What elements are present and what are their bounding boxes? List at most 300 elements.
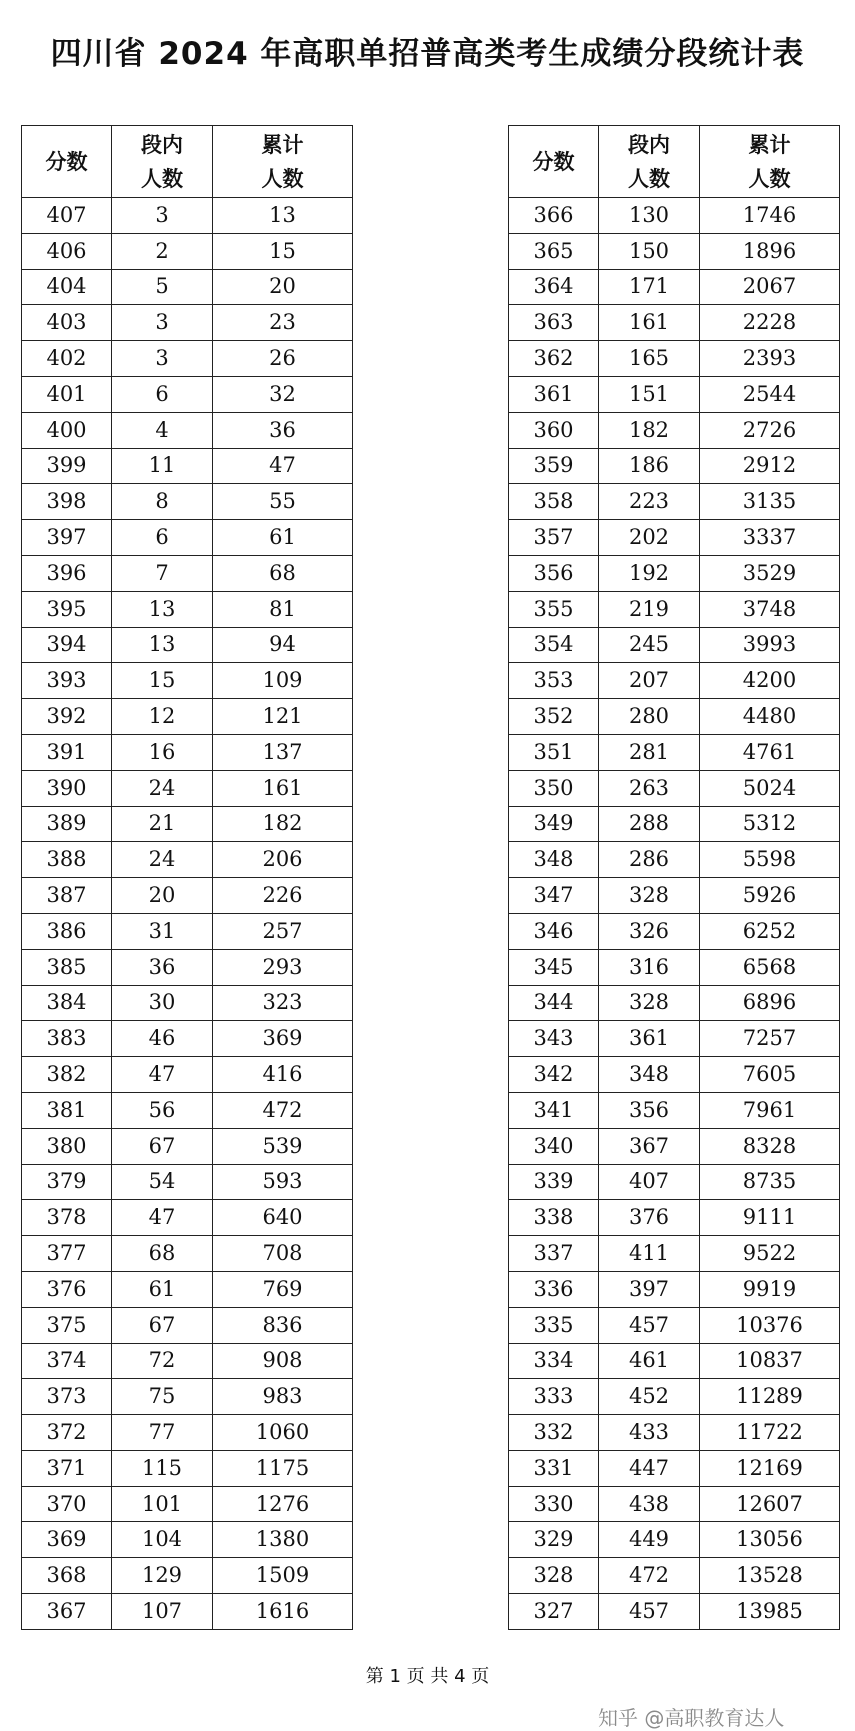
segment-count-cell: 438: [599, 1486, 700, 1522]
score-cell: 333: [509, 1379, 599, 1415]
score-cell: 336: [509, 1271, 599, 1307]
score-cell: 368: [22, 1558, 112, 1594]
cumulative-count-cell: 13: [213, 198, 353, 234]
score-cell: 345: [509, 949, 599, 985]
cumulative-count-cell: 6252: [700, 913, 840, 949]
score-cell: 370: [22, 1486, 112, 1522]
segment-count-cell: 447: [599, 1450, 700, 1486]
score-cell: 362: [509, 341, 599, 377]
score-cell: 328: [509, 1558, 599, 1594]
score-cell: 395: [22, 591, 112, 627]
cumulative-count-cell: 2067: [700, 269, 840, 305]
cumulative-count-cell: 1746: [700, 198, 840, 234]
segment-count-cell: 107: [112, 1594, 213, 1630]
segment-count-cell: 129: [112, 1558, 213, 1594]
cumulative-count-cell: 10837: [700, 1343, 840, 1379]
table-row: [509, 1164, 840, 1200]
segment-count-cell: 61: [112, 1271, 213, 1307]
segment-count-cell: 288: [599, 806, 700, 842]
cumulative-count-cell: 323: [213, 985, 353, 1021]
segment-count-cell: 4: [112, 412, 213, 448]
score-cell: 399: [22, 448, 112, 484]
cumulative-count-cell: 206: [213, 842, 353, 878]
score-cell: 342: [509, 1057, 599, 1093]
table-row: [509, 1271, 840, 1307]
cumulative-count-cell: 1616: [213, 1594, 353, 1630]
cumulative-count-cell: 5926: [700, 878, 840, 914]
segment-count-cell: 397: [599, 1271, 700, 1307]
watermark: 知乎 @高职教育达人: [598, 1706, 785, 1730]
segment-count-cell: 348: [599, 1057, 700, 1093]
cumulative-count-cell: 908: [213, 1343, 353, 1379]
segment-count-cell: 56: [112, 1092, 213, 1128]
header-segment-count: [599, 126, 700, 198]
table-row: [509, 412, 840, 448]
cumulative-count-cell: 36: [213, 412, 353, 448]
score-cell: 367: [22, 1594, 112, 1630]
segment-count-cell: 245: [599, 627, 700, 663]
segment-count-cell: 316: [599, 949, 700, 985]
segment-count-cell: 3: [112, 305, 213, 341]
score-cell: 351: [509, 734, 599, 770]
score-table-right: [508, 125, 840, 1630]
header-score: 分数: [22, 126, 112, 198]
cumulative-count-cell: 7257: [700, 1021, 840, 1057]
score-cell: 396: [22, 555, 112, 591]
segment-count-cell: 461: [599, 1343, 700, 1379]
score-cell: 406: [22, 233, 112, 269]
score-cell: 386: [22, 913, 112, 949]
segment-count-cell: 77: [112, 1415, 213, 1451]
segment-count-cell: 30: [112, 985, 213, 1021]
cumulative-count-cell: 5024: [700, 770, 840, 806]
segment-count-cell: 31: [112, 913, 213, 949]
cumulative-count-cell: 61: [213, 520, 353, 556]
score-cell: 402: [22, 341, 112, 377]
cumulative-count-cell: 257: [213, 913, 353, 949]
segment-count-cell: 472: [599, 1558, 700, 1594]
cumulative-count-cell: 2544: [700, 376, 840, 412]
score-cell: 330: [509, 1486, 599, 1522]
cumulative-count-cell: 12169: [700, 1450, 840, 1486]
segment-count-cell: 281: [599, 734, 700, 770]
table-row: [22, 1379, 353, 1415]
table-row: [509, 305, 840, 341]
cumulative-count-cell: 137: [213, 734, 353, 770]
table-row: [22, 305, 353, 341]
score-cell: 369: [22, 1522, 112, 1558]
score-cell: 350: [509, 770, 599, 806]
cumulative-count-cell: 6568: [700, 949, 840, 985]
table-row: [22, 663, 353, 699]
table-row: [22, 1522, 353, 1558]
table-row: [22, 1021, 353, 1057]
cumulative-count-cell: 1380: [213, 1522, 353, 1558]
page-title: 四川省 2024 年高职单招普高类考生成绩分段统计表: [50, 36, 805, 72]
table-row: [509, 663, 840, 699]
table-row: [509, 985, 840, 1021]
score-cell: 393: [22, 663, 112, 699]
table-row: [22, 1236, 353, 1272]
score-table-left: [21, 125, 353, 1630]
score-cell: 389: [22, 806, 112, 842]
score-cell: 377: [22, 1236, 112, 1272]
cumulative-count-cell: 55: [213, 484, 353, 520]
page-footer: 第 1 页 共 4 页: [365, 1666, 490, 1687]
segment-count-cell: 328: [599, 878, 700, 914]
cumulative-count-cell: 640: [213, 1200, 353, 1236]
table-row: [22, 985, 353, 1021]
score-cell: 331: [509, 1450, 599, 1486]
cumulative-count-cell: 9919: [700, 1271, 840, 1307]
segment-count-cell: 182: [599, 412, 700, 448]
table-row: [509, 1594, 840, 1630]
cumulative-count-cell: 47: [213, 448, 353, 484]
score-cell: 363: [509, 305, 599, 341]
score-cell: 364: [509, 269, 599, 305]
header-score: 分数: [509, 126, 599, 198]
segment-count-cell: 5: [112, 269, 213, 305]
segment-count-cell: 186: [599, 448, 700, 484]
left-table-body: [22, 198, 353, 1630]
table-row: [509, 1415, 840, 1451]
table-row: [22, 913, 353, 949]
segment-count-cell: 452: [599, 1379, 700, 1415]
score-cell: 334: [509, 1343, 599, 1379]
header-segment-label: 段内 人数: [141, 132, 183, 191]
segment-count-cell: 20: [112, 878, 213, 914]
segment-count-cell: 47: [112, 1057, 213, 1093]
score-cell: 359: [509, 448, 599, 484]
segment-count-cell: 150: [599, 233, 700, 269]
table-row: [22, 842, 353, 878]
segment-count-cell: 151: [599, 376, 700, 412]
score-cell: 403: [22, 305, 112, 341]
cumulative-count-cell: 12607: [700, 1486, 840, 1522]
score-cell: 360: [509, 412, 599, 448]
score-cell: 332: [509, 1415, 599, 1451]
segment-count-cell: 202: [599, 520, 700, 556]
score-cell: 382: [22, 1057, 112, 1093]
segment-count-cell: 104: [112, 1522, 213, 1558]
cumulative-count-cell: 836: [213, 1307, 353, 1343]
score-cell: 404: [22, 269, 112, 305]
table-row: [22, 269, 353, 305]
score-cell: 401: [22, 376, 112, 412]
table-row: [509, 1379, 840, 1415]
score-cell: 381: [22, 1092, 112, 1128]
table-row: [509, 1486, 840, 1522]
table-row: [22, 878, 353, 914]
cumulative-count-cell: 23: [213, 305, 353, 341]
table-row: [509, 233, 840, 269]
segment-count-cell: 457: [599, 1594, 700, 1630]
score-cell: 366: [509, 198, 599, 234]
table-row: [22, 484, 353, 520]
segment-count-cell: 21: [112, 806, 213, 842]
score-cell: 343: [509, 1021, 599, 1057]
segment-count-cell: 328: [599, 985, 700, 1021]
cumulative-count-cell: 81: [213, 591, 353, 627]
table-row: [22, 555, 353, 591]
cumulative-count-cell: 1509: [213, 1558, 353, 1594]
score-cell: 357: [509, 520, 599, 556]
table-row: [509, 949, 840, 985]
score-cell: 347: [509, 878, 599, 914]
cumulative-count-cell: 9111: [700, 1200, 840, 1236]
table-row: [22, 699, 353, 735]
cumulative-count-cell: 293: [213, 949, 353, 985]
score-cell: 335: [509, 1307, 599, 1343]
cumulative-count-cell: 4761: [700, 734, 840, 770]
table-row: [509, 878, 840, 914]
segment-count-cell: 46: [112, 1021, 213, 1057]
segment-count-cell: 13: [112, 591, 213, 627]
right-table-body: [509, 198, 840, 1630]
score-cell: 379: [22, 1164, 112, 1200]
segment-count-cell: 67: [112, 1128, 213, 1164]
cumulative-count-cell: 109: [213, 663, 353, 699]
score-cell: 329: [509, 1522, 599, 1558]
segment-count-cell: 367: [599, 1128, 700, 1164]
cumulative-count-cell: 32: [213, 376, 353, 412]
cumulative-count-cell: 121: [213, 699, 353, 735]
score-cell: 337: [509, 1236, 599, 1272]
cumulative-count-cell: 26: [213, 341, 353, 377]
score-cell: 327: [509, 1594, 599, 1630]
score-cell: 394: [22, 627, 112, 663]
segment-count-cell: 171: [599, 269, 700, 305]
table-row: [22, 1092, 353, 1128]
score-cell: 344: [509, 985, 599, 1021]
cumulative-count-cell: 11289: [700, 1379, 840, 1415]
cumulative-count-cell: 1276: [213, 1486, 353, 1522]
table-header-row: [509, 126, 840, 198]
score-cell: 341: [509, 1092, 599, 1128]
segment-count-cell: 376: [599, 1200, 700, 1236]
segment-count-cell: 12: [112, 699, 213, 735]
segment-count-cell: 24: [112, 842, 213, 878]
cumulative-count-cell: 2912: [700, 448, 840, 484]
cumulative-count-cell: 6896: [700, 985, 840, 1021]
segment-count-cell: 3: [112, 341, 213, 377]
cumulative-count-cell: 5312: [700, 806, 840, 842]
table-row: [509, 198, 840, 234]
table-row: [509, 806, 840, 842]
table-row: [509, 341, 840, 377]
score-cell: 390: [22, 770, 112, 806]
header-segment-count: [112, 126, 213, 198]
segment-count-cell: 24: [112, 770, 213, 806]
segment-count-cell: 361: [599, 1021, 700, 1057]
cumulative-count-cell: 3748: [700, 591, 840, 627]
score-cell: 356: [509, 555, 599, 591]
cumulative-count-cell: 708: [213, 1236, 353, 1272]
score-cell: 385: [22, 949, 112, 985]
cumulative-count-cell: 369: [213, 1021, 353, 1057]
segment-count-cell: 6: [112, 520, 213, 556]
segment-count-cell: 72: [112, 1343, 213, 1379]
cumulative-count-cell: 8735: [700, 1164, 840, 1200]
segment-count-cell: 130: [599, 198, 700, 234]
score-cell: 358: [509, 484, 599, 520]
cumulative-count-cell: 593: [213, 1164, 353, 1200]
table-row: [22, 1558, 353, 1594]
table-row: [509, 448, 840, 484]
cumulative-count-cell: 7605: [700, 1057, 840, 1093]
table-row: [22, 1164, 353, 1200]
header-cumulative-label: 累计 人数: [261, 132, 304, 191]
cumulative-count-cell: 4480: [700, 699, 840, 735]
table-row: [22, 412, 353, 448]
table-row: [509, 1450, 840, 1486]
cumulative-count-cell: 13985: [700, 1594, 840, 1630]
cumulative-count-cell: 4200: [700, 663, 840, 699]
cumulative-count-cell: 11722: [700, 1415, 840, 1451]
score-cell: 373: [22, 1379, 112, 1415]
header-cumulative-count: [700, 126, 840, 198]
score-cell: 354: [509, 627, 599, 663]
segment-count-cell: 54: [112, 1164, 213, 1200]
score-cell: 378: [22, 1200, 112, 1236]
segment-count-cell: 47: [112, 1200, 213, 1236]
cumulative-count-cell: 3337: [700, 520, 840, 556]
segment-count-cell: 11: [112, 448, 213, 484]
cumulative-count-cell: 2726: [700, 412, 840, 448]
cumulative-count-cell: 983: [213, 1379, 353, 1415]
table-row: [509, 842, 840, 878]
score-cell: 338: [509, 1200, 599, 1236]
segment-count-cell: 8: [112, 484, 213, 520]
segment-count-cell: 356: [599, 1092, 700, 1128]
score-cell: 349: [509, 806, 599, 842]
score-cell: 392: [22, 699, 112, 735]
cumulative-count-cell: 769: [213, 1271, 353, 1307]
score-cell: 353: [509, 663, 599, 699]
table-row: [22, 1343, 353, 1379]
segment-count-cell: 15: [112, 663, 213, 699]
table-row: [509, 591, 840, 627]
segment-count-cell: 207: [599, 663, 700, 699]
table-header-row: [22, 126, 353, 198]
table-row: [22, 949, 353, 985]
table-row: [509, 1057, 840, 1093]
segment-count-cell: 192: [599, 555, 700, 591]
cumulative-count-cell: 2228: [700, 305, 840, 341]
cumulative-count-cell: 161: [213, 770, 353, 806]
table-row: [22, 770, 353, 806]
table-row: [509, 1021, 840, 1057]
score-cell: 355: [509, 591, 599, 627]
cumulative-count-cell: 182: [213, 806, 353, 842]
cumulative-count-cell: 1060: [213, 1415, 353, 1451]
score-cell: 375: [22, 1307, 112, 1343]
cumulative-count-cell: 416: [213, 1057, 353, 1093]
score-cell: 371: [22, 1450, 112, 1486]
score-cell: 397: [22, 520, 112, 556]
table-row: [22, 1200, 353, 1236]
cumulative-count-cell: 15: [213, 233, 353, 269]
segment-count-cell: 223: [599, 484, 700, 520]
table-row: [22, 376, 353, 412]
cumulative-count-cell: 472: [213, 1092, 353, 1128]
table-row: [509, 1128, 840, 1164]
table-row: [22, 591, 353, 627]
score-cell: 407: [22, 198, 112, 234]
table-row: [22, 806, 353, 842]
segment-count-cell: 411: [599, 1236, 700, 1272]
table-row: [22, 1486, 353, 1522]
score-cell: 361: [509, 376, 599, 412]
cumulative-count-cell: 10376: [700, 1307, 840, 1343]
table-row: [509, 555, 840, 591]
segment-count-cell: 280: [599, 699, 700, 735]
cumulative-count-cell: 5598: [700, 842, 840, 878]
segment-count-cell: 433: [599, 1415, 700, 1451]
segment-count-cell: 286: [599, 842, 700, 878]
header-cumulative-count: [213, 126, 353, 198]
cumulative-count-cell: 94: [213, 627, 353, 663]
table-row: [509, 1236, 840, 1272]
segment-count-cell: 16: [112, 734, 213, 770]
cumulative-count-cell: 7961: [700, 1092, 840, 1128]
table-row: [22, 448, 353, 484]
segment-count-cell: 36: [112, 949, 213, 985]
segment-count-cell: 219: [599, 591, 700, 627]
segment-count-cell: 75: [112, 1379, 213, 1415]
table-row: [22, 627, 353, 663]
segment-count-cell: 6: [112, 376, 213, 412]
segment-count-cell: 13: [112, 627, 213, 663]
table-row: [22, 341, 353, 377]
score-cell: 384: [22, 985, 112, 1021]
segment-count-cell: 326: [599, 913, 700, 949]
table-row: [22, 734, 353, 770]
segment-count-cell: 101: [112, 1486, 213, 1522]
cumulative-count-cell: 13528: [700, 1558, 840, 1594]
segment-count-cell: 2: [112, 233, 213, 269]
score-cell: 398: [22, 484, 112, 520]
cumulative-count-cell: 226: [213, 878, 353, 914]
score-cell: 387: [22, 878, 112, 914]
table-row: [509, 484, 840, 520]
table-row: [22, 1415, 353, 1451]
cumulative-count-cell: 1175: [213, 1450, 353, 1486]
score-cell: 365: [509, 233, 599, 269]
score-cell: 388: [22, 842, 112, 878]
score-cell: 346: [509, 913, 599, 949]
score-cell: 391: [22, 734, 112, 770]
cumulative-count-cell: 68: [213, 555, 353, 591]
table-row: [22, 1594, 353, 1630]
cumulative-count-cell: 3135: [700, 484, 840, 520]
score-cell: 376: [22, 1271, 112, 1307]
table-row: [509, 1558, 840, 1594]
table-row: [509, 1092, 840, 1128]
table-row: [509, 913, 840, 949]
segment-count-cell: 449: [599, 1522, 700, 1558]
cumulative-count-cell: 13056: [700, 1522, 840, 1558]
table-row: [509, 1200, 840, 1236]
score-cell: 380: [22, 1128, 112, 1164]
cumulative-count-cell: 2393: [700, 341, 840, 377]
header-cumulative-label: 累计 人数: [748, 132, 791, 191]
table-row: [509, 770, 840, 806]
segment-count-cell: 161: [599, 305, 700, 341]
score-cell: 372: [22, 1415, 112, 1451]
segment-count-cell: 263: [599, 770, 700, 806]
table-row: [509, 376, 840, 412]
